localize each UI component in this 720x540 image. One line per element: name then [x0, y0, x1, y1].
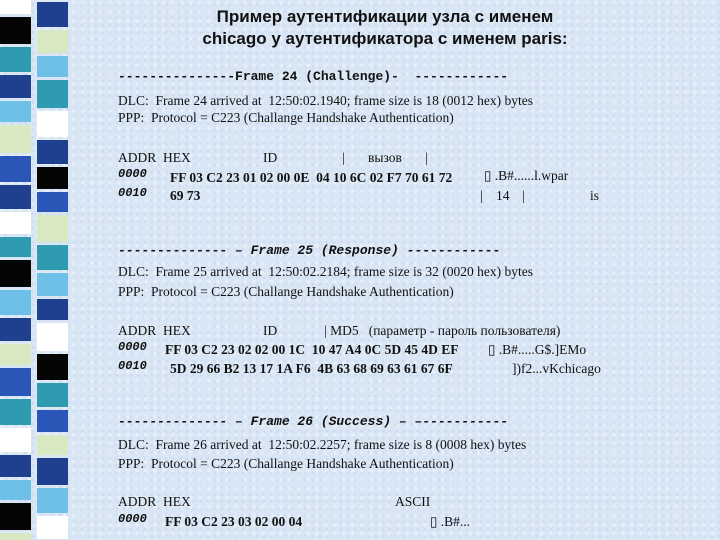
title-line-2: chicago у аутентификатора с именем paris:: [202, 29, 568, 48]
decorative-square: [37, 383, 68, 407]
decorative-square: [37, 323, 68, 351]
decorative-square: [0, 47, 31, 72]
decorative-square: [37, 215, 68, 242]
decorative-square: [37, 488, 68, 513]
decorative-square: [37, 516, 68, 539]
frame-25-ascii-row-0: ▯ .B#.....G$.]EMo: [488, 342, 587, 357]
decorative-square: [0, 260, 31, 287]
frame-25-ascii-row-1: ])f2...vKchicago: [512, 361, 601, 376]
decorative-square: [0, 455, 31, 477]
decorative-square: [37, 167, 68, 189]
frame-25-header: [118, 243, 500, 258]
frame-25-offset-0000: 0000: [118, 340, 147, 354]
decorative-square: [0, 125, 31, 153]
frame-26-header: [118, 414, 508, 429]
decorative-square: [37, 56, 68, 77]
frame-25-col-md5: | MD5 (параметр - пароль пользователя): [324, 323, 561, 338]
decorative-square: [37, 435, 68, 455]
frame-26-dlc-line: DLC: Frame 26 arrived at 12:50:02.2257; frame size is 8 (0008 hex) bytes: [118, 437, 527, 452]
frame-25-header-text: -------------- – Frame 25 (Response) ------------: [118, 243, 501, 258]
decorative-square: [0, 75, 31, 98]
decorative-square: [37, 458, 68, 485]
decorative-square: [37, 140, 68, 164]
frame-26-col-addr-hex: ADDR HEX: [118, 494, 191, 509]
frame-24-dlc-line: DLC: Frame 24 arrived at 12:50:02.1940; frame size is 18 (0012 hex) bytes: [118, 93, 534, 108]
decorative-square: [0, 503, 31, 530]
frame-24-offset-0010: 0010: [118, 186, 147, 200]
decorative-square: [0, 17, 31, 44]
frame-25-col-addr-hex: ADDR HEX: [118, 323, 191, 338]
decorative-square: [37, 354, 68, 380]
title-line-1: Пример аутентификации узла с именем: [216, 7, 554, 26]
decorative-square: [37, 299, 68, 320]
decorative-square: [0, 156, 31, 182]
frame-24-col-addr-hex: ADDR HEX: [118, 150, 191, 165]
frame-24-ascii-row-1: is: [590, 188, 600, 203]
decorative-square: [0, 101, 31, 122]
frame-25-hex-row-1: 5D 29 66 B2 13 17 1A F6 4B 63 68 69 63 61 67 6F: [170, 361, 453, 376]
frame-25-offset-0010: 0010: [118, 359, 147, 373]
frame-26-header-text: -------------- – Frame 26 (Success) – –-----------: [118, 414, 509, 429]
frame-24-row-1-separator-1: |: [480, 188, 483, 203]
frame-24-ascii-row-0: ▯ .B#......l.wpar: [484, 168, 569, 183]
decorative-square: [0, 237, 31, 257]
frame-25-dlc-line: DLC: Frame 25 arrived at 12:50:02.2184; frame size is 32 (0020 hex) bytes: [118, 264, 534, 279]
frame-25-hex-row-0: FF 03 C2 23 02 02 00 1C 10 47 A4 0C 5D 45 4D EF: [165, 342, 459, 357]
decorative-square: [37, 2, 68, 27]
slide-title: [150, 6, 620, 50]
decorative-square: [37, 245, 68, 270]
frame-24-header: ---------------Frame 24 (Challenge)- ------------: [118, 69, 509, 84]
decorative-square: [37, 30, 68, 53]
frame-25-col-id: ID: [263, 323, 278, 338]
decorative-square: [0, 368, 31, 396]
decorative-square: [37, 111, 68, 137]
decorative-square: [0, 290, 31, 315]
decorative-square-strip: [0, 0, 82, 540]
decorative-square: [0, 318, 31, 341]
frame-24-col-separator-2: |: [425, 150, 428, 165]
decorative-square: [37, 410, 68, 432]
decorative-square: [37, 80, 68, 108]
frame-25-ppp-line: PPP: Protocol = C223 (Challange Handshake Authentication): [118, 284, 454, 299]
frame-26-hex-row-0: FF 03 C2 23 03 02 00 04: [165, 514, 303, 529]
decorative-square: [0, 399, 31, 425]
decorative-square: [37, 273, 68, 296]
frame-24-row-1-separator-2: |: [522, 188, 525, 203]
frame-24-ppp-line: PPP: Protocol = C223 (Challange Handshake Authentication): [118, 110, 454, 125]
decorative-square: [0, 480, 31, 500]
frame-24-hex-row-1: 69 73: [170, 188, 201, 203]
decorative-square: [0, 533, 31, 540]
decorative-square: [0, 344, 31, 365]
frame-24-offset-0000: 0000: [118, 167, 147, 181]
decorative-square: [0, 0, 31, 14]
frame-24-col-id: ID: [263, 150, 278, 165]
frame-26-offset-0000: 0000: [118, 512, 147, 526]
frame-24-col-separator-1: |: [342, 150, 345, 165]
decorative-square: [0, 428, 31, 452]
decorative-square: [37, 192, 68, 212]
frame-26-ascii-row-0: ▯ .B#...: [430, 514, 471, 529]
frame-26-ppp-line: PPP: Protocol = C223 (Challange Handshake Authentication): [118, 456, 454, 471]
frame-24-row-1-length: 14: [496, 188, 510, 203]
frame-26-col-ascii: ASCII: [395, 494, 431, 509]
frame-24-col-challenge: вызов: [368, 150, 402, 165]
frame-24-hex-row-0: FF 03 C2 23 01 02 00 0E 04 10 6C 02 F7 70 61 72: [170, 170, 453, 185]
decorative-square: [0, 212, 31, 234]
decorative-square: [0, 185, 31, 209]
